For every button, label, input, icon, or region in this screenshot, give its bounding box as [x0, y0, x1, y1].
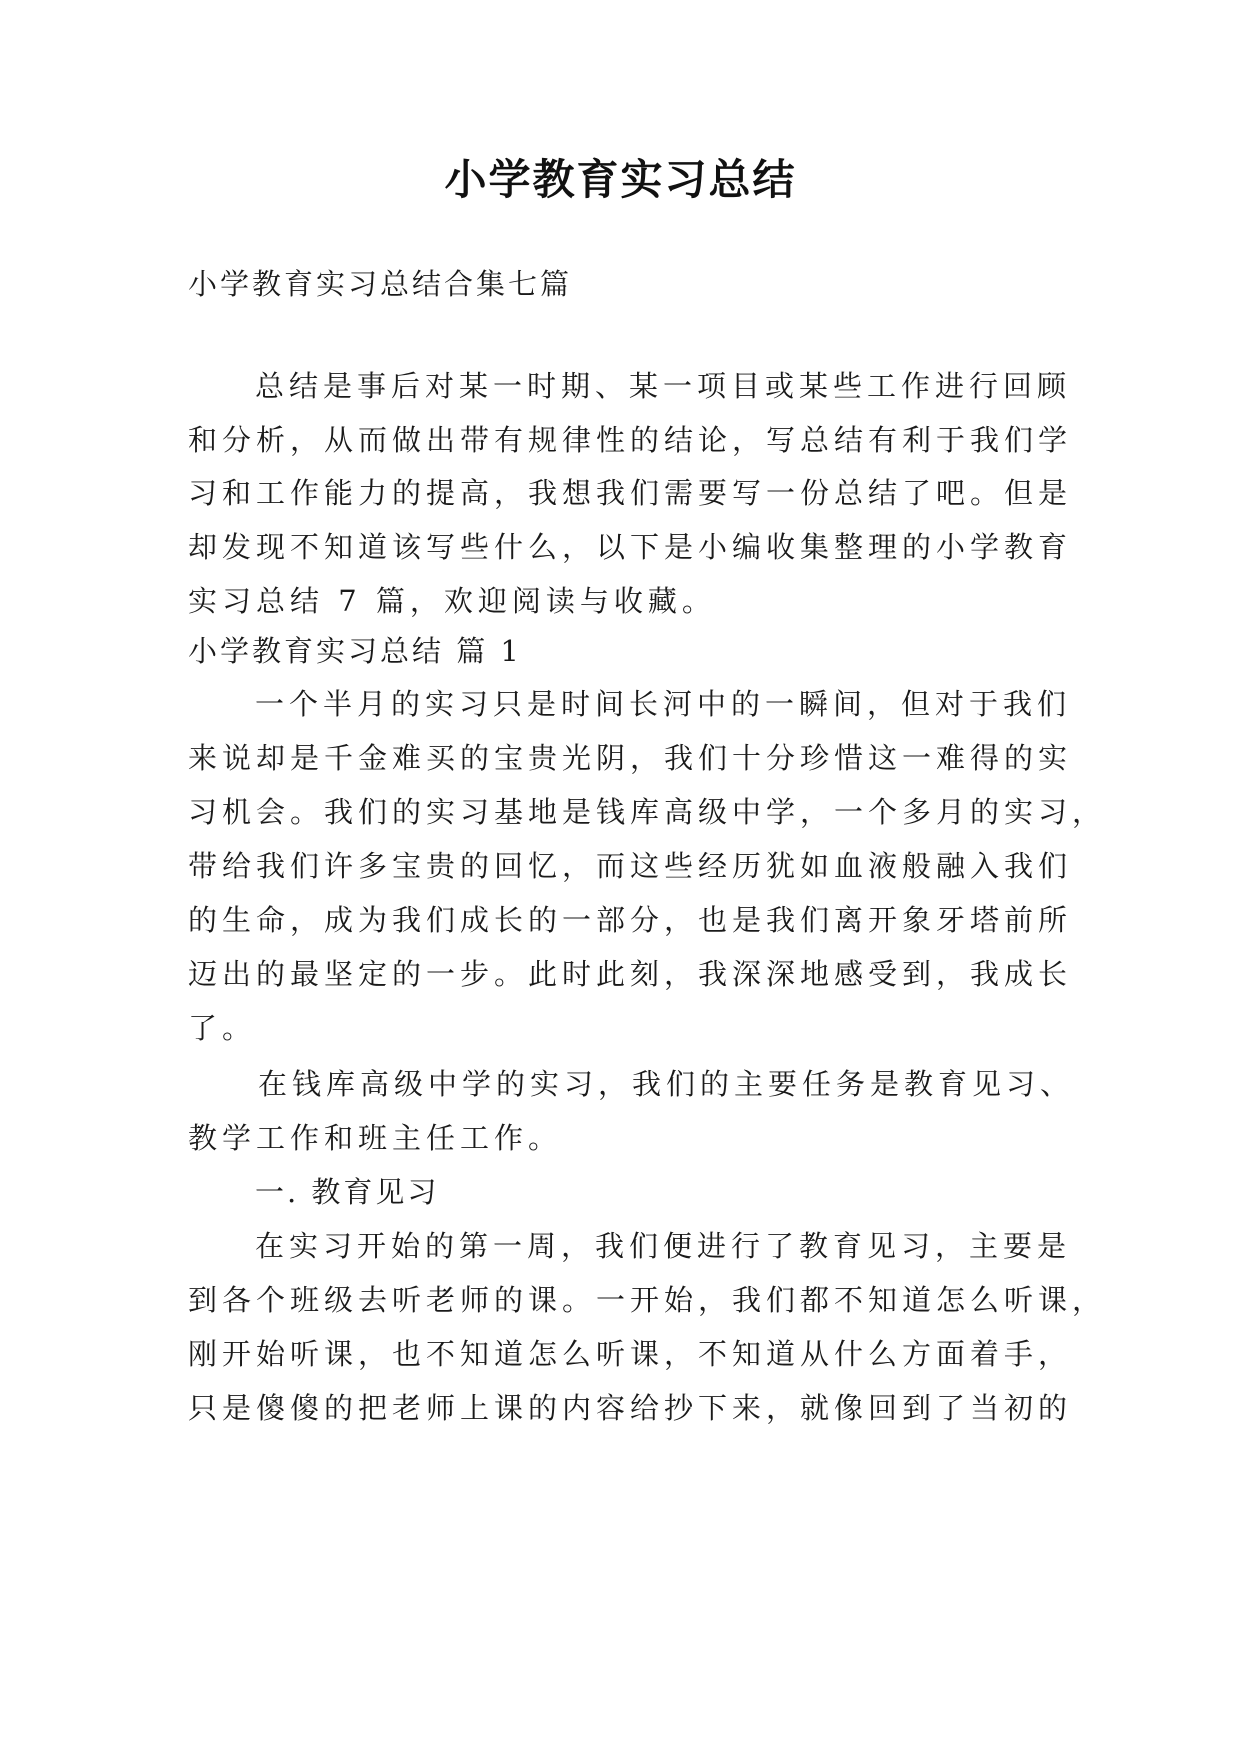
paragraph-line: 一个半月的实习只是时间长河中的一瞬间，但对于我们 — [255, 687, 1072, 721]
paragraph-line: 带给我们许多宝贵的回忆，而这些经历犹如血液般融入我们 — [188, 849, 1073, 883]
paragraph-line: 的生命，成为我们成长的一部分，也是我们离开象牙塔前所 — [188, 903, 1073, 937]
paragraph-line: 在钱库高级中学的实习，我们的主要任务是教育见习、 — [258, 1067, 1075, 1101]
paragraph-line: 实习总结 7 篇，欢迎阅读与收藏。 — [188, 584, 716, 618]
paragraph-line: 习机会。我们的实习基地是钱库高级中学，一个多月的实习， — [188, 795, 1107, 829]
section-heading: 小学教育实习总结 篇 1 — [188, 634, 522, 668]
paragraph-line: 只是傻傻的把老师上课的内容给抄下来，就像回到了当初的 — [188, 1391, 1073, 1425]
paragraph-line: 和分析，从而做出带有规律性的结论，写总结有利于我们学 — [188, 423, 1073, 457]
paragraph-line: 迈出的最坚定的一步。此时此刻，我深深地感受到，我成长 — [188, 957, 1073, 991]
document-subtitle: 小学教育实习总结合集七篇 — [188, 267, 573, 301]
paragraph-line: 习和工作能力的提高，我想我们需要写一份总结了吧。但是 — [188, 476, 1073, 510]
document-title: 小学教育实习总结 — [444, 155, 797, 204]
paragraph-line: 总结是事后对某一时期、某一项目或某些工作进行回顾 — [255, 369, 1072, 403]
paragraph-line: 到各个班级去听老师的课。一开始，我们都不知道怎么听课， — [188, 1283, 1107, 1317]
paragraph-line: 了。 — [188, 1011, 257, 1045]
paragraph-line: 教学工作和班主任工作。 — [188, 1121, 563, 1155]
paragraph-line: 来说却是千金难买的宝贵光阴，我们十分珍惜这一难得的实 — [188, 741, 1073, 775]
subsection-heading: 一. 教育见习 — [255, 1175, 440, 1209]
paragraph-line: 在实习开始的第一周，我们便进行了教育见习，主要是 — [255, 1229, 1072, 1263]
paragraph-line: 却发现不知道该写些什么，以下是小编收集整理的小学教育 — [188, 530, 1073, 564]
paragraph-line: 刚开始听课，也不知道怎么听课，不知道从什么方面着手， — [188, 1337, 1073, 1371]
